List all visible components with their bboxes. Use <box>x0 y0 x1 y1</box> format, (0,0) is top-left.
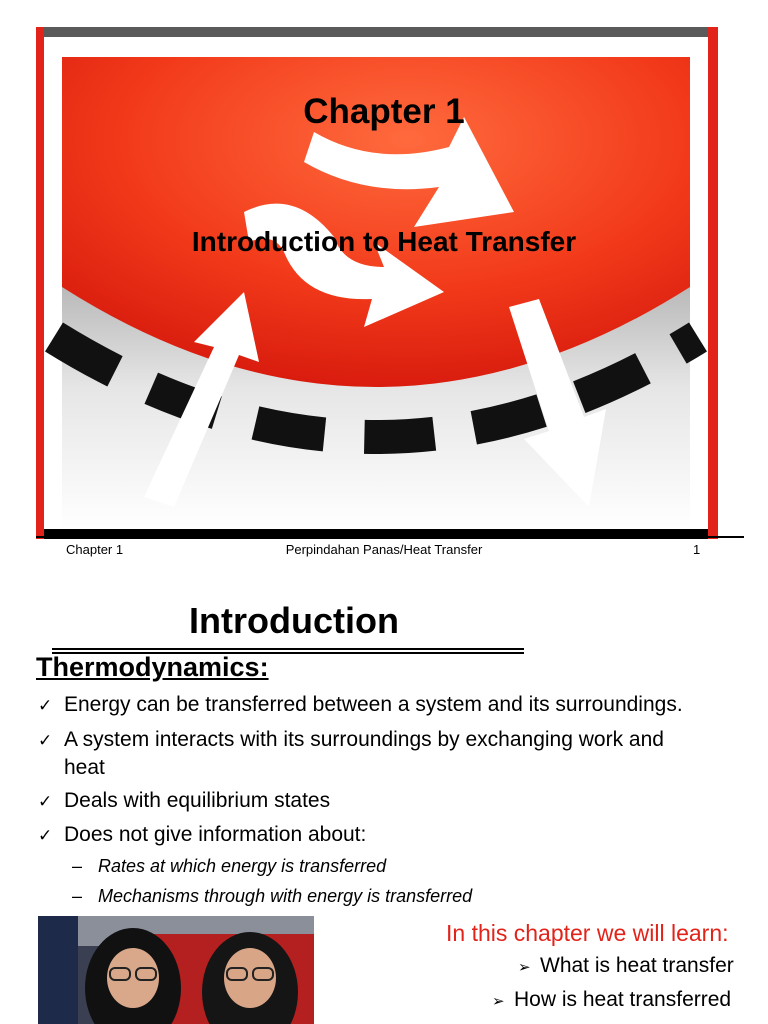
sub-bullet-item: – Rates at which energy is transferred <box>72 856 387 876</box>
footer-divider <box>36 536 744 538</box>
bullet-item: ✓ Energy can be transferred between a system and its surroundings. <box>38 691 683 720</box>
bullet-item: ✓ Deals with equilibrium states <box>38 787 330 816</box>
arrowhead-icon: ➢ <box>518 958 531 976</box>
arrowhead-icon: ➢ <box>492 992 505 1010</box>
check-icon: ✓ <box>38 792 53 812</box>
bullet-item-continuation: heat <box>64 756 105 779</box>
learn-item: ➢ How is heat transferred <box>492 988 732 1011</box>
dash-icon: – <box>72 856 83 876</box>
check-icon: ✓ <box>38 826 53 846</box>
sub-bullet-item: – Mechanisms through with energy is transferred <box>72 886 473 906</box>
slide-title: Chapter 1 <box>303 92 465 131</box>
thermodynamics-heading: Thermodynamics: <box>36 652 269 682</box>
footer-chapter: Chapter 1 <box>66 542 124 557</box>
footer-page-number: 1 <box>693 542 701 557</box>
bullet-item: ✓ A system interacts with its surroundings by exchanging work and <box>38 726 664 755</box>
check-icon: ✓ <box>38 696 53 716</box>
title-underline-1 <box>52 648 524 650</box>
photo-illustration <box>38 916 314 1024</box>
dash-icon: – <box>72 886 83 906</box>
footer-course-title: Perpindahan Panas/Heat Transfer <box>285 542 483 557</box>
check-icon: ✓ <box>38 731 53 751</box>
learn-item: ➢ What is heat transfer <box>518 954 734 977</box>
learn-heading: In this chapter we will learn: <box>446 920 729 946</box>
slide-top-bar <box>36 27 718 37</box>
students-photo <box>38 916 314 1024</box>
intro-title: Introduction <box>189 600 399 641</box>
bullet-item: ✓ Does not give information about: <box>38 821 366 850</box>
slide-subtitle: Introduction to Heat Transfer <box>191 226 577 257</box>
